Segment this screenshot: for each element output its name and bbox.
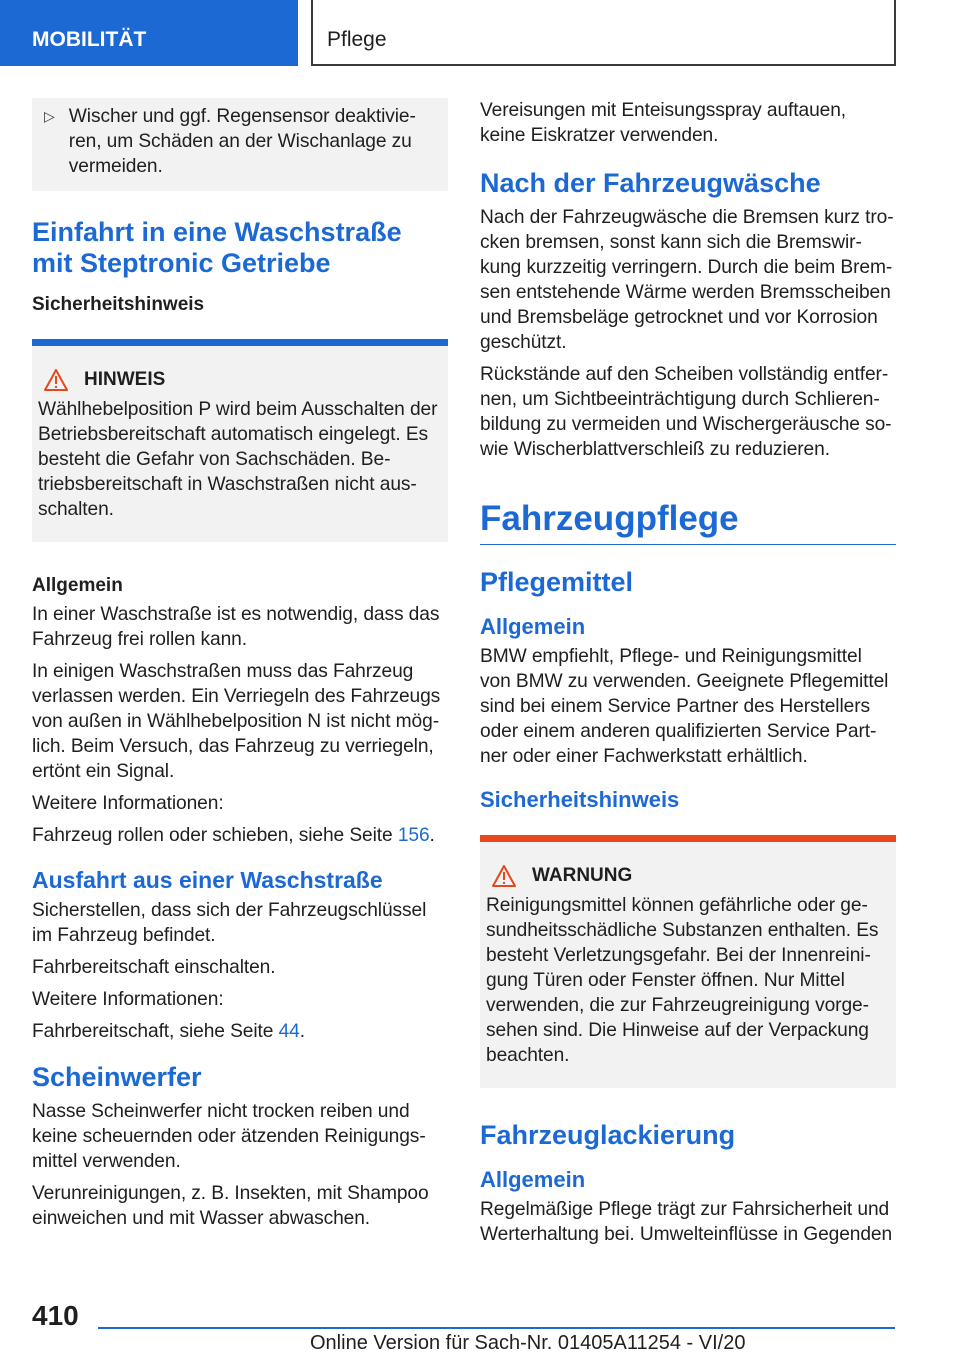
warning-triangle-icon (44, 369, 68, 391)
heading-sicherheitshinweis: Sicherheitshinweis (32, 294, 205, 315)
hinweis-text: Wählhebelposition P wird beim Ausschalten der Betriebsbereitschaft automatisch eingelegt. Es besteht die Gefahr von Sachschäden. Betriebsbereitschaft in Waschstraßen nicht ausschalten. (38, 399, 438, 520)
chapter-tab: Pflege (311, 0, 896, 66)
warning-triangle-icon (492, 865, 516, 887)
section-tab: MOBILITÄT (0, 0, 298, 66)
heading-ausfahrt: Ausfahrt aus einer Waschstraße (32, 867, 383, 893)
heading-allgemein: Allgemein (480, 1167, 586, 1192)
hinweis-box (32, 339, 448, 542)
heading-fahrzeuglackierung: Fahrzeuglackierung (480, 1120, 736, 1150)
heading-nach-waesche: Nach der Fahrzeugwäsche (480, 168, 821, 198)
paragraph: Nasse Scheinwerfer nicht trocken reiben und keine scheuernden oder ätzenden Reinigungsmittel verwenden. (32, 1101, 426, 1172)
paragraph: Sicherstellen, dass sich der Fahrzeugschlüssel im Fahrzeug befindet. (32, 900, 427, 946)
heading-fahrzeugpflege: Fahrzeugpflege (480, 498, 896, 545)
paragraph-with-link: Fahrbereitschaft, siehe Seite 44. (32, 1021, 305, 1042)
link-text: Fahrzeug rollen oder schieben, siehe Seite (32, 825, 398, 846)
right-column (480, 98, 896, 1254)
paragraph: BMW empfiehlt, Pflege- und Reinigungsmittel von BMW zu verwenden. Geeignete Pflegemittel sind bei einem Service Partner des Herstellers oder einem anderen qualifizierten Service Partner oder einer Fachwerkstatt erhältlich. (480, 646, 889, 767)
bullet-text: Wischer und ggf. Regensensor deaktivieren, um Schäden an der Wischanlage zu vermeiden. (68, 106, 416, 177)
page-number: 410 (32, 1300, 79, 1331)
triangle-bullet-icon: ▷ (44, 108, 55, 124)
hinweis-title: HINWEIS (84, 369, 166, 390)
warnung-text: Reinigungsmittel können gefährliche oder gesundheitsschädliche Substanzen enthalten. Es besteht Verletzungsgefahr. Bei der Innenreinigung Türen oder Fenster öffnen. Nur Mittel verwenden, die zur Fahrzeugreinigung vorgesehen sind. Die Hinweise auf der Verpackung beachten. (486, 895, 879, 1066)
heading-pflegemittel: Pflegemittel (480, 567, 634, 597)
left-column (32, 98, 448, 1238)
paragraph: Nach der Fahrzeugwäsche die Bremsen kurz trocken bremsen, sonst kann sich die Bremswirkung kurzzeitig verringern. Durch die beim Bremsen entstehende Wärme werden Bremsscheiben und Bremsbeläge getrocknet und vor Korrosion geschützt. (480, 207, 894, 353)
heading-scheinwerfer: Scheinwerfer (32, 1062, 202, 1092)
paragraph: Weitere Informationen: (32, 989, 224, 1010)
footer-version: Online Version für Sach-Nr. 01405A11254 - VI/20 (310, 1332, 746, 1354)
paragraph: In einigen Waschstraßen muss das Fahrzeug verlassen werden. Ein Verriegeln des Fahrzeugs von außen in Wählhebelposition N ist nicht möglich. Beim Versuch, das Fahrzeug zu verriegeln, ertönt ein Signal. (32, 661, 441, 782)
bullet-box (32, 98, 448, 191)
heading-allgemein: Allgemein (480, 614, 586, 639)
heading-allgemein: Allgemein (32, 575, 123, 596)
paragraph: Verunreinigungen, z. B. Insekten, mit Shampoo einweichen und mit Wasser abwaschen. (32, 1183, 429, 1229)
paragraph: Vereisungen mit Enteisungsspray auftauen, keine Eiskratzer verwenden. (480, 100, 847, 146)
heading-sicherheitshinweis: Sicherheitshinweis (480, 787, 680, 812)
hinweis-title-row (44, 368, 442, 392)
paragraph: Regelmäßige Pflege trägt zur Fahrsicherheit und Werterhaltung bei. Umwelteinflüsse in Gegenden (480, 1199, 893, 1245)
warnung-title-row (492, 864, 890, 888)
paragraph: Weitere Informationen: (32, 793, 224, 814)
paragraph: Fahrbereitschaft einschalten. (32, 957, 276, 978)
page-link-44[interactable]: 44 (278, 1021, 300, 1042)
paragraph: In einer Waschstraße ist es notwendig, dass das Fahrzeug frei rollen kann. (32, 604, 440, 650)
paragraph: Rückstände auf den Scheiben vollständig entfernen, um Sichtbeeinträchtigung durch Schlierenbildung zu vermeiden und Wischergeräusche sowie Wischerblattverschleiß zu reduzieren. (480, 364, 892, 460)
warnung-title: WARNUNG (532, 865, 633, 886)
warnung-box (480, 835, 896, 1088)
page-link-156[interactable]: 156 (397, 825, 430, 846)
paragraph-with-link: Fahrzeug rollen oder schieben, siehe Seite 156. (32, 825, 435, 846)
heading-einfahrt: Einfahrt in eine Waschstraße mit Steptronic Getriebe (32, 217, 402, 278)
